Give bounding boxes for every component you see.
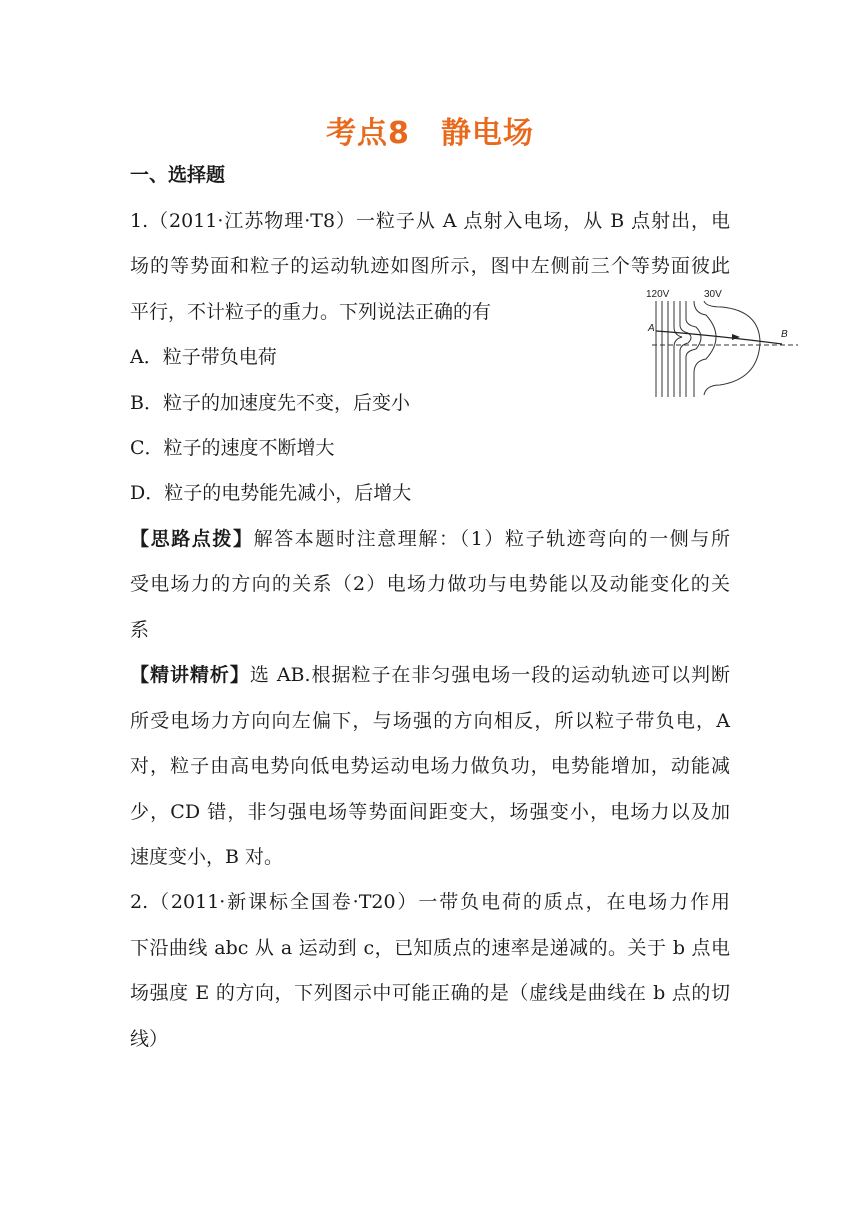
q1-stem-line-2: 场的等势面和粒子的运动轨迹如图所示，图中左侧前三个等势面彼此 <box>130 255 730 277</box>
q1-option-a: A．粒子带负电荷 <box>130 346 277 368</box>
q2-stem-line-1: 2.（2011·新课标全国卷·T20）一带负电荷的质点，在电场力作用 <box>130 891 730 913</box>
equipotential-figure <box>642 287 802 402</box>
analysis-text-1: 选 AB.根据粒子在非匀强电场一段的运动轨迹可以判断 <box>249 664 730 686</box>
equipotential-curve-5 <box>704 301 760 395</box>
equipotential-curve-4 <box>694 301 716 397</box>
q1-analysis-line-5: 速度变小，B 对。 <box>130 846 284 868</box>
section-heading: 一、选择题 <box>130 164 226 186</box>
q2-stem-line-2: 下沿曲线 abc 从 a 运动到 c，已知质点的速率是递减的。关于 b 点电 <box>130 937 730 959</box>
q1-stem-line-3: 平行，不计粒子的重力。下列说法正确的有 <box>130 301 492 323</box>
hint-text-1: 解答本题时注意理解：（1）粒子轨迹弯向的一侧与所 <box>253 528 730 550</box>
q2-stem-line-3: 场强度 E 的方向，下列图示中可能正确的是（虚线是曲线在 b 点的切 <box>130 982 730 1004</box>
q1-hint-line-3: 系 <box>130 619 150 641</box>
figure-label-b: B <box>781 329 788 340</box>
page-title: 考点8 静电场 <box>326 116 534 151</box>
figure-label-a: A <box>648 323 655 334</box>
equipotential-curve-1 <box>674 301 682 397</box>
analysis-label: 【精讲精析】 <box>130 664 250 686</box>
q1-option-b: B．粒子的加速度先不变，后变小 <box>130 392 410 414</box>
q1-analysis-line-4: 少，CD 错，非匀强电场等势面间距变大，场强变小，电场力以及加 <box>130 801 730 823</box>
q1-option-c: C．粒子的速度不断增大 <box>130 437 335 459</box>
q1-stem-line-1: 1.（2011·江苏物理·T8）一粒子从 A 点射入电场，从 B 点射出，电 <box>130 210 730 232</box>
q1-analysis-line-3: 对，粒子由高电势向低电势运动电场力做负功，电势能增加，动能减 <box>130 755 730 777</box>
q2-stem-line-4: 线） <box>130 1028 169 1050</box>
figure-label-120v: 120V <box>646 289 670 300</box>
hint-label: 【思路点拨】 <box>130 528 254 550</box>
q1-analysis-line-1 <box>130 660 730 687</box>
q1-hint-line-1 <box>130 524 730 551</box>
q1-option-d: D．粒子的电势能先减小，后增大 <box>130 482 412 504</box>
figure-label-30v: 30V <box>704 289 722 300</box>
q1-analysis-line-2: 所受电场力方向向左偏下，与场强的方向相反，所以粒子带负电，A <box>130 710 730 732</box>
q1-hint-line-2: 受电场力的方向的关系（2）电场力做功与电势能以及动能变化的关 <box>130 573 730 595</box>
